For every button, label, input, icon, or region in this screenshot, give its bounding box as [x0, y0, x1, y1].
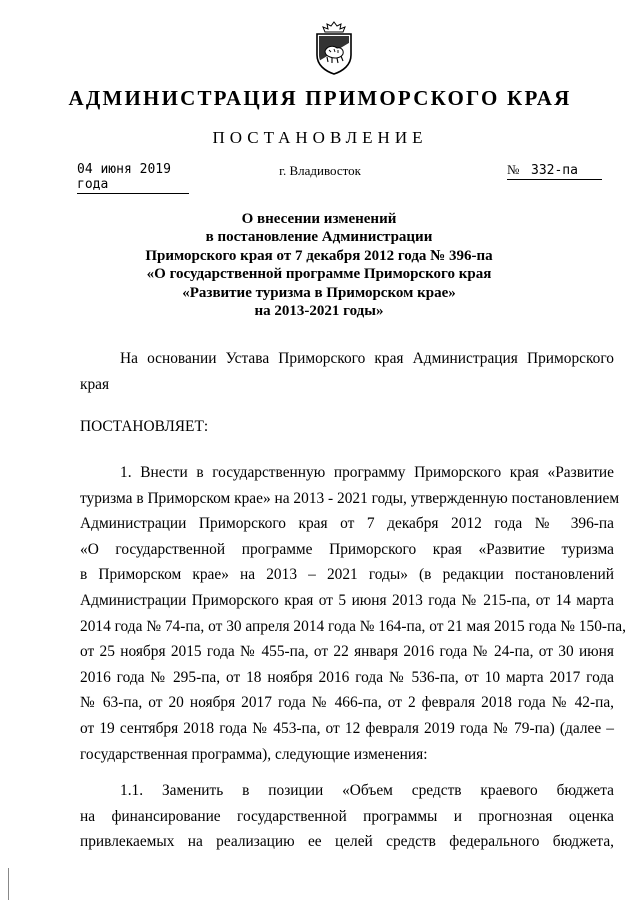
paragraph-line: На основании Устава Приморского края Администрация Приморского	[120, 350, 614, 367]
title-line: на 2013-2021 годы»	[254, 303, 384, 320]
paragraph-line: на финансирование государственной программы и прогнозная оценка	[80, 807, 614, 825]
basis-paragraph	[80, 346, 614, 397]
paragraph-line: 2016 года № 295-па, от 18 ноября 2016 года № 536-па, от 10 марта 2017 года	[80, 668, 614, 686]
document-city: г. Владивосток	[279, 163, 361, 178]
paragraph-line: туризма в Приморском крае» на 2013 - 2021 годы, утвержденную постановлением	[80, 489, 620, 507]
item-1-paragraph	[80, 460, 626, 767]
item-1-1-paragraph	[80, 778, 614, 855]
paragraph-line: 1. Внести в государственную программу Приморского края «Развитие	[120, 464, 614, 481]
title-line: «Развитие туризма в Приморском крае»	[182, 284, 456, 301]
paragraph-line: Администрации Приморского края от 7 декабря 2012 года № 396-па	[80, 515, 614, 533]
issuing-authority: АДМИНИСТРАЦИЯ ПРИМОРСКОГО КРАЯ	[68, 86, 572, 110]
paragraph-line: края	[80, 375, 110, 393]
document-date: 04 июня 2019 года	[77, 162, 189, 194]
number-value: 332-па	[531, 163, 578, 178]
title-line: «О государственной программе Приморского края	[146, 266, 492, 283]
paragraph-line: от 19 сентября 2018 года № 453-па, от 12 февраля 2019 года № 79-па) (далее –	[80, 719, 614, 737]
coat-of-arms-emblem	[313, 21, 355, 75]
paragraph-line: 2014 года № 74-па, от 30 апреля 2014 года № 164-па, от 21 мая 2015 года № 150-па,	[80, 617, 626, 635]
number-sign: №	[507, 162, 520, 177]
title-line: Приморского края от 7 декабря 2012 года № 396-па	[145, 247, 493, 264]
paragraph-line: от 25 ноября 2015 года № 455-па, от 22 января 2016 года № 24-па, от 30 июня	[80, 643, 614, 661]
paragraph-line: в Приморском крае» на 2013 – 2021 годы» (в редакции постановлений	[80, 566, 614, 584]
paragraph-line: Администрации Приморского края от 5 июня 2013 года № 215-па, от 14 марта	[80, 591, 614, 609]
document-number	[507, 162, 602, 180]
paragraph-line: привлекаемых на реализацию ее целей средств федерального бюджета,	[80, 833, 614, 851]
title-line: в постановление Администрации	[205, 229, 433, 246]
document-title	[80, 210, 558, 320]
document-type: ПОСТАНОВЛЕНИЕ	[212, 128, 428, 147]
paragraph-line: 1.1. Заменить в позиции «Объем средств краевого бюджета	[120, 782, 614, 799]
resolve-heading: ПОСТАНОВЛЯЕТ:	[80, 418, 209, 435]
paragraph-line: № 63-па, от 20 ноября 2017 года № 466-па, от 2 февраля 2018 года № 42-па,	[80, 694, 614, 712]
paragraph-line: «О государственной программе Приморского края «Развитие туризма	[80, 540, 614, 558]
title-line: О внесении изменений	[241, 211, 397, 227]
document-meta	[0, 162, 640, 192]
scan-edge-mark	[8, 868, 9, 900]
paragraph-line: государственная программа), следующие изменения:	[80, 745, 428, 763]
